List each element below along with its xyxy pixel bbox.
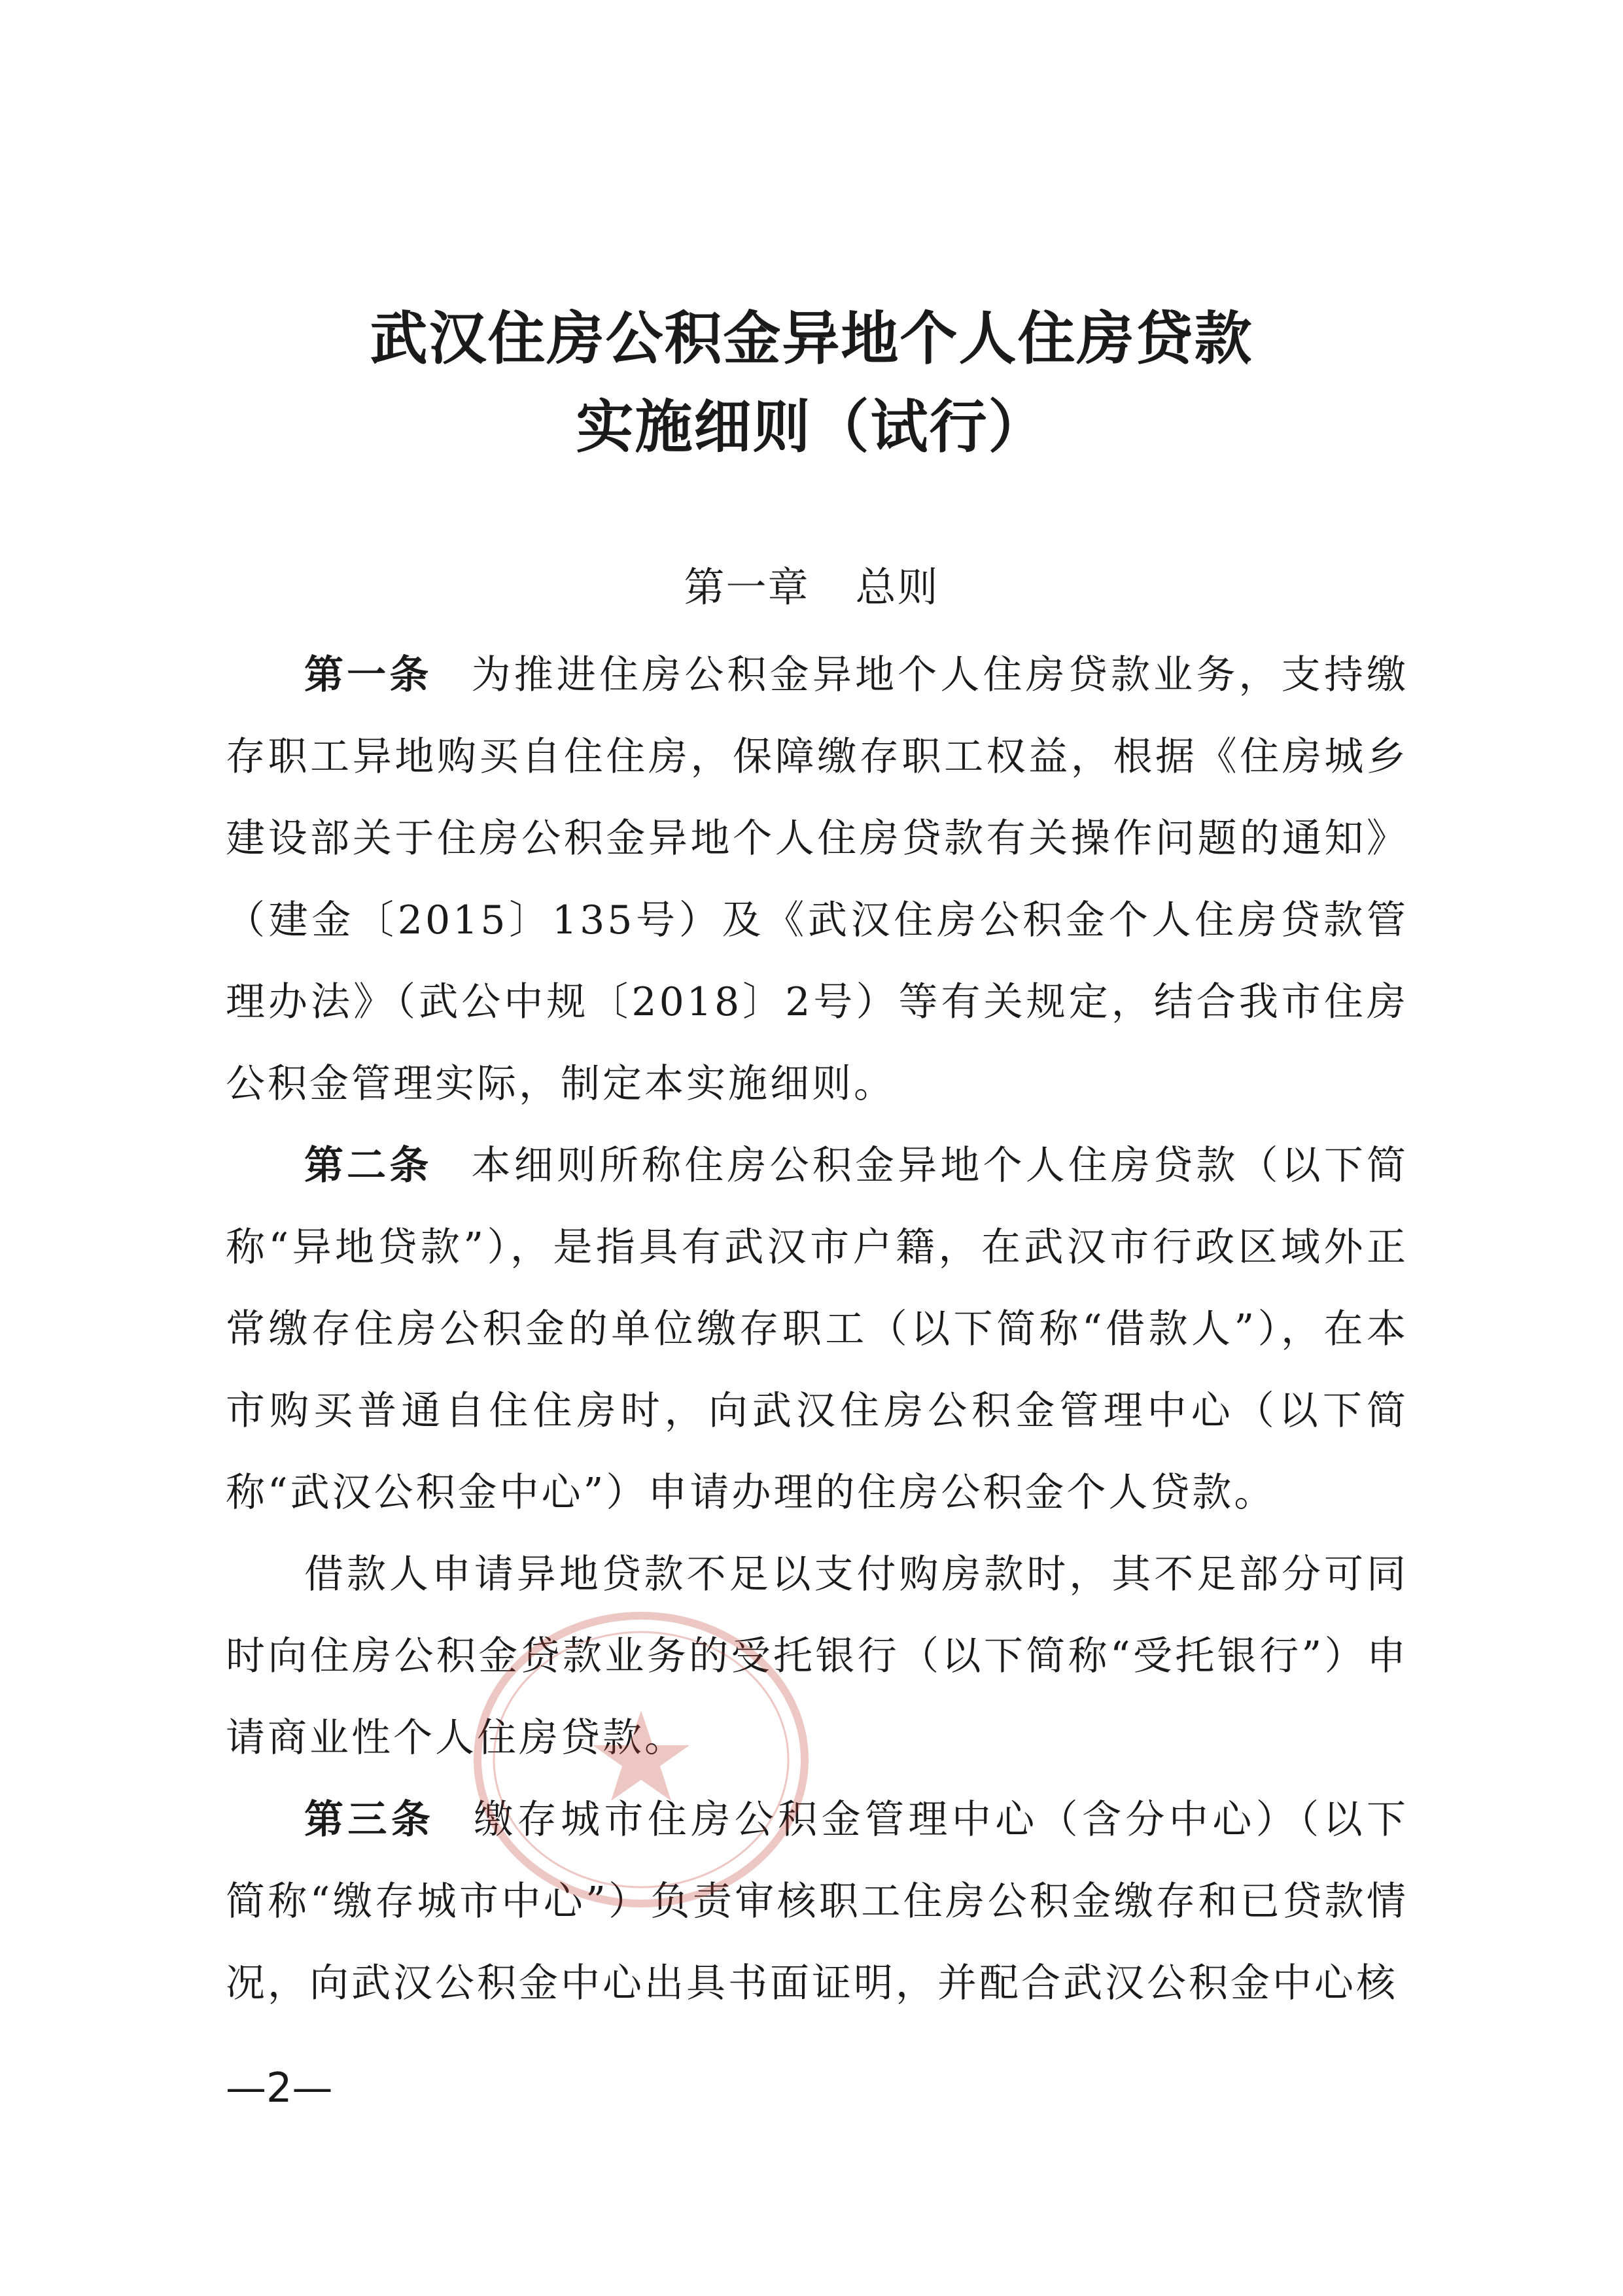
article-paragraph [226,1125,1408,1534]
document-body [226,635,1408,2025]
chapter-name: 总则 [855,563,939,611]
chapter-heading [0,555,1623,613]
document-title-line2: 实施细则（试行） [576,393,1047,461]
article-text: 借款人申请异地贷款不足以支付购房款时，其不足部分可同时向住房公积金贷款业务的受托银行（以下简称“受托银行”）申请商业性个人住房贷款。 [226,1552,1408,1761]
article-label: 第二条 [304,1143,432,1189]
article-paragraph [226,1534,1408,1779]
article-paragraph [226,635,1408,1125]
article-text: 本细则所称住房公积金异地个人住房贷款（以下简称“异地贷款”），是指具有武汉市户籍，在武汉市行政区域外正常缴存住房公积金的单位缴存职工（以下简称“借款人”），在本市购买普通自住住房时，向武汉住房公积金管理中心（以下简称“武汉公积金中心”）申请办理的住房公积金个人贷款。 [226,1143,1408,1516]
article-text: 为推进住房公积金异地个人住房贷款业务，支持缴存职工异地购买自住住房，保障缴存职工权益，根据《住房城乡建设部关于住房公积金异地个人住房贷款有关操作问题的通知》（建金〔2015〕135号）及《武汉住房公积金个人住房贷款管理办法》（武公中规〔2018〕2号）等有关规定，结合我市住房公积金管理实际，制定本实施细则。 [226,652,1408,1107]
page-number: —2— [226,2064,333,2112]
article-text: 缴存城市住房公积金管理中心（含分中心）（以下简称“缴存城市中心”）负责审核职工住房公积金缴存和已贷款情况，向武汉公积金中心出具书面证明，并配合武汉公积金中心核 [226,1797,1408,2006]
article-paragraph [226,1779,1408,2025]
article-label: 第一条 [304,652,432,698]
article-label: 第三条 [304,1797,435,1843]
document-title-line1: 武汉住房公积金异地个人住房贷款 [370,305,1253,372]
chapter-number: 第一章 [684,563,810,611]
